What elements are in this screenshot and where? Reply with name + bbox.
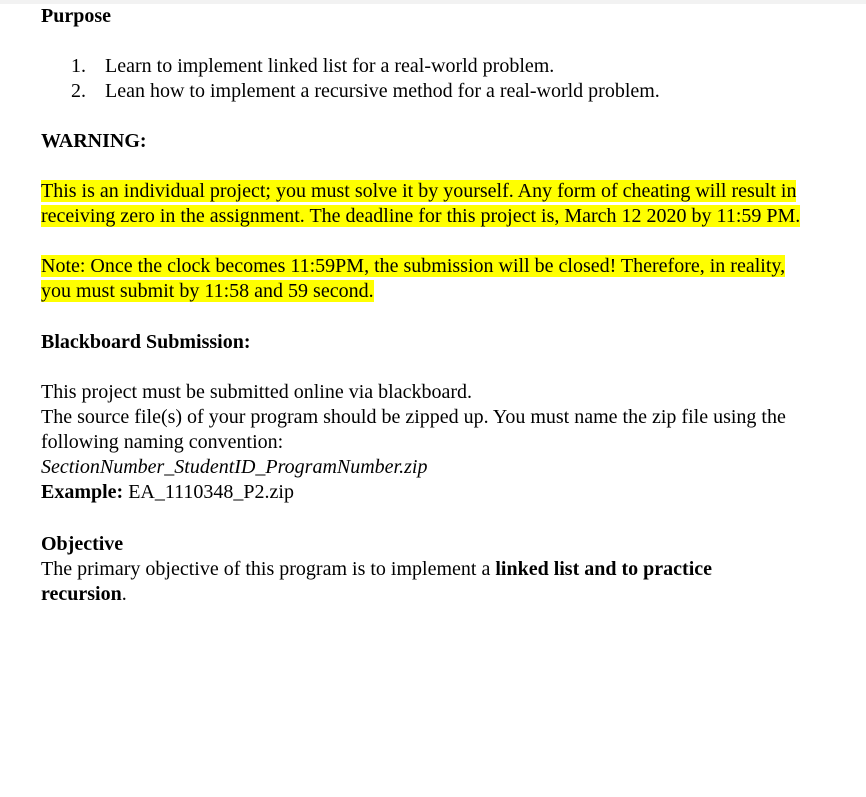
submission-text-line: following naming convention: <box>41 431 284 453</box>
warning-paragraph-line <box>41 179 796 204</box>
purpose-list-item <box>71 79 660 104</box>
warning-heading: WARNING: <box>41 130 147 152</box>
objective-text-line <box>41 557 712 582</box>
example-line <box>41 480 294 505</box>
note-paragraph-line <box>41 254 785 279</box>
objective-bold-text: recursion <box>41 583 122 605</box>
list-text: Lean how to implement a recursive method for a real-world problem. <box>105 80 660 102</box>
highlighted-text: Note: Once the clock becomes 11:59PM, the submission will be closed! Therefore, in reality, <box>41 255 786 277</box>
note-paragraph-line <box>41 279 374 304</box>
objective-text: . <box>121 583 127 605</box>
highlighted-text: This is an individual project; you must solve it by yourself. Any form of cheating will result in <box>41 180 797 202</box>
objective-heading: Objective <box>41 533 124 555</box>
submission-text-line: This project must be submitted online via blackboard. <box>41 381 473 403</box>
objective-text-line <box>41 582 127 607</box>
purpose-list-item <box>71 54 554 79</box>
objective-bold-text: linked list and to practice <box>495 558 712 580</box>
submission-heading: Blackboard Submission: <box>41 331 251 353</box>
top-edge-strip <box>0 0 866 4</box>
highlighted-text: you must submit by 11:58 and 59 second. <box>41 280 374 302</box>
purpose-heading: Purpose <box>41 5 111 27</box>
list-text: Learn to implement linked list for a real-world problem. <box>105 55 555 77</box>
highlighted-text: receiving zero in the assignment. The deadline for this project is, March 12 2020 by 11:59 PM. <box>41 205 801 227</box>
submission-text-line: The source file(s) of your program should be zipped up. You must name the zip file using the <box>41 406 786 428</box>
example-value: EA_1110348_P2.zip <box>123 481 294 503</box>
example-label: Example: <box>41 481 124 503</box>
naming-convention: SectionNumber_StudentID_ProgramNumber.zip <box>41 456 428 478</box>
list-number: 1. <box>71 55 86 77</box>
warning-paragraph-line <box>41 204 800 229</box>
objective-text: The primary objective of this program is to implement a <box>41 558 496 580</box>
list-number: 2. <box>71 80 86 102</box>
